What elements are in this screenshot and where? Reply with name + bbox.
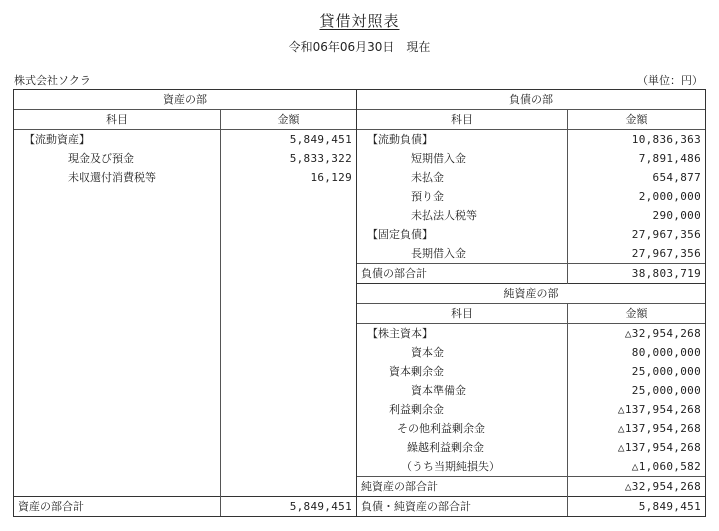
liabilities-total-label: 負債の部合計 xyxy=(357,264,568,284)
net-assets-col-item: 科目 xyxy=(357,304,568,324)
table-row xyxy=(14,168,706,187)
assets-section-title: 資産の部 xyxy=(14,90,357,110)
net-asset-amount: △32,954,268 xyxy=(568,324,706,344)
net-asset-amount: △137,954,268 xyxy=(568,438,706,457)
liability-amount: 10,836,363 xyxy=(568,130,706,150)
liability-label: 未払金 xyxy=(357,168,568,187)
company-name: 株式会社ソクラ xyxy=(14,74,91,87)
liabilities-col-item: 科目 xyxy=(357,110,568,130)
liability-amount: 7,891,486 xyxy=(568,149,706,168)
table-row xyxy=(14,362,706,381)
table-row xyxy=(14,130,706,150)
net-asset-amount: △137,954,268 xyxy=(568,419,706,438)
net-asset-amount: 25,000,000 xyxy=(568,362,706,381)
liability-label: 【固定負債】 xyxy=(357,225,568,244)
net-assets-section-title: 純資産の部 xyxy=(357,284,706,304)
net-asset-label: その他利益剰余金 xyxy=(357,419,568,438)
asset-label: 現金及び預金 xyxy=(14,149,221,168)
table-row xyxy=(14,457,706,477)
column-header-row xyxy=(14,110,706,130)
document-title: 貸借対照表 xyxy=(319,12,400,30)
liability-amount: 27,967,356 xyxy=(568,244,706,264)
balance-sheet-table xyxy=(13,89,706,517)
grand-total-amount: 5,849,451 xyxy=(568,497,706,517)
grand-total-label: 負債・純資産の部合計 xyxy=(357,497,568,517)
liability-label: 【流動負債】 xyxy=(357,130,568,150)
asset-label: 未収還付消費税等 xyxy=(14,168,221,187)
net-asset-amount: 80,000,000 xyxy=(568,343,706,362)
grand-total-row xyxy=(14,497,706,517)
table-row xyxy=(14,149,706,168)
liability-amount: 654,877 xyxy=(568,168,706,187)
table-row xyxy=(14,244,706,264)
asset-amount: 5,833,322 xyxy=(221,149,357,168)
liability-label: 預り金 xyxy=(357,187,568,206)
net-assets-total-amount: △32,954,268 xyxy=(568,477,706,497)
assets-col-item: 科目 xyxy=(14,110,221,130)
table-row xyxy=(14,343,706,362)
currency-unit: （単位：円） xyxy=(637,74,703,87)
table-row xyxy=(14,400,706,419)
liability-label: 短期借入金 xyxy=(357,149,568,168)
section-header-row xyxy=(14,90,706,110)
liabilities-section-title: 負債の部 xyxy=(357,90,706,110)
liabilities-total-amount: 38,803,719 xyxy=(568,264,706,284)
net-asset-label: 【株主資本】 xyxy=(357,324,568,344)
net-asset-amount: △137,954,268 xyxy=(568,400,706,419)
asset-label: 【流動資産】 xyxy=(14,130,221,150)
net-assets-col-amount: 金額 xyxy=(568,304,706,324)
liabilities-col-amount: 金額 xyxy=(568,110,706,130)
table-row xyxy=(14,324,706,344)
table-row xyxy=(14,225,706,244)
liability-amount: 290,000 xyxy=(568,206,706,225)
net-asset-label: （うち当期純損失） xyxy=(357,457,568,477)
table-row xyxy=(14,419,706,438)
net-asset-amount: 25,000,000 xyxy=(568,381,706,400)
net-asset-label: 資本金 xyxy=(357,343,568,362)
net-asset-label: 資本剰余金 xyxy=(357,362,568,381)
report-date: 令和06年06月30日 現在 xyxy=(288,40,431,54)
table-row xyxy=(14,438,706,457)
net-assets-column-header-row xyxy=(14,304,706,324)
table-row xyxy=(14,206,706,225)
table-row xyxy=(14,381,706,400)
liability-label: 長期借入金 xyxy=(357,244,568,264)
asset-amount: 5,849,451 xyxy=(221,130,357,150)
net-asset-label: 利益剰余金 xyxy=(357,400,568,419)
table-row xyxy=(14,264,706,284)
liability-amount: 27,967,356 xyxy=(568,225,706,244)
net-asset-amount: △1,060,582 xyxy=(568,457,706,477)
assets-total-label: 資産の部合計 xyxy=(14,497,221,517)
net-assets-section-row xyxy=(14,284,706,304)
liability-label: 未払法人税等 xyxy=(357,206,568,225)
net-asset-label: 資本準備金 xyxy=(357,381,568,400)
assets-col-amount: 金額 xyxy=(221,110,357,130)
liability-amount: 2,000,000 xyxy=(568,187,706,206)
table-row xyxy=(14,477,706,497)
table-row xyxy=(14,187,706,206)
asset-amount: 16,129 xyxy=(221,168,357,187)
assets-total-amount: 5,849,451 xyxy=(221,497,357,517)
net-asset-label: 繰越利益剰余金 xyxy=(357,438,568,457)
net-assets-total-label: 純資産の部合計 xyxy=(357,477,568,497)
